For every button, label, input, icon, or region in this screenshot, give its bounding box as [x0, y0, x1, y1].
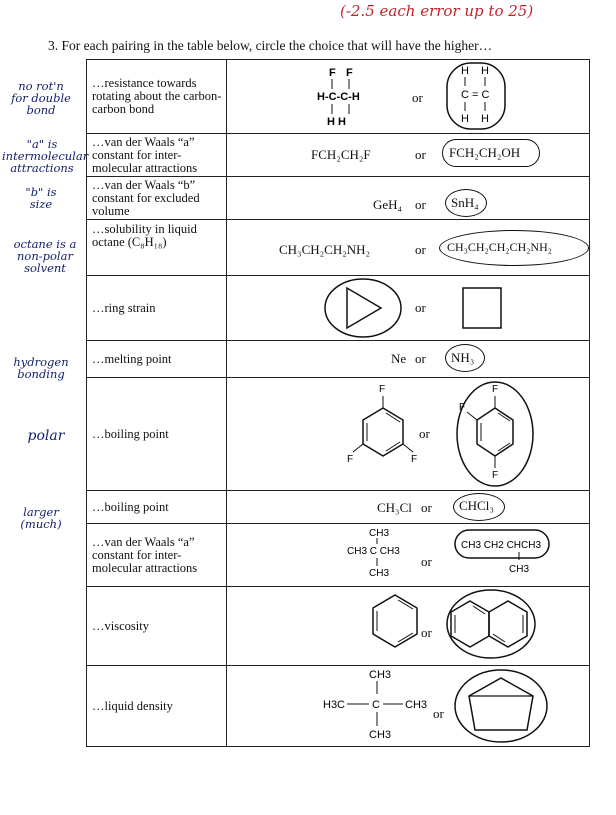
property-cell: …resistance towards rotating about the carbon-carbon bond: [87, 60, 227, 134]
svg-text:CH3: CH3: [369, 669, 392, 681]
svg-text:F: F: [492, 470, 499, 481]
choices-cell: [227, 666, 590, 747]
svg-text:C = C: C = C: [461, 89, 490, 101]
svg-text:CH3 CH2 CHCH3: CH3 CH2 CHCH3: [461, 540, 542, 551]
table-row: [87, 276, 590, 341]
margin-note-rotation: no rot'n for double bond: [11, 79, 71, 117]
choices-cell: [227, 378, 590, 491]
table-row: [87, 60, 590, 134]
choice-right[interactable]: CH₃CH₂CH₂CH₂NH₂: [447, 240, 552, 254]
property-cell: …van der Waals “a” constant for inter-molecular attractions: [87, 134, 227, 177]
table-row: [87, 378, 590, 491]
svg-text:H H: H H: [327, 116, 346, 128]
svg-text:H: H: [461, 113, 469, 125]
methylbutane-structure: [453, 524, 553, 586]
trifluorobenzene-asymmetric: [451, 378, 537, 490]
svg-text:CH3 C CH3: CH3 C CH3: [347, 546, 400, 557]
svg-text:F: F: [459, 402, 466, 413]
svg-text:H: H: [481, 65, 489, 77]
svg-text:F: F: [492, 384, 499, 395]
table-row: [87, 587, 590, 666]
fluoroethane-structure: [313, 62, 393, 132]
margin-note-b-constant: "b" is size: [25, 185, 57, 211]
choice-left[interactable]: CH₃Cl: [377, 500, 412, 515]
choices-cell: [227, 524, 590, 587]
svg-text:CH3: CH3: [405, 699, 427, 711]
tert-butyl-structure: [317, 666, 427, 746]
svg-text:H-C-C-H: H-C-C-H: [317, 91, 360, 103]
choices-cell: [227, 60, 590, 134]
svg-text:H: H: [481, 113, 489, 125]
cyclopropane-structure: [321, 276, 411, 340]
neopentane-structure: [347, 524, 427, 586]
or-label: or: [421, 500, 432, 515]
table-row: [87, 666, 590, 747]
choices-cell: [227, 341, 590, 378]
table-row: [87, 341, 590, 378]
ethene-structure: [443, 60, 513, 132]
svg-text:F: F: [329, 67, 336, 79]
svg-text:CH3: CH3: [369, 528, 390, 539]
or-label: or: [415, 147, 426, 162]
property-cell: …boiling point: [87, 491, 227, 524]
or-label: or: [421, 625, 432, 640]
choice-left[interactable]: CH₃CH₂CH₂NH₂: [279, 242, 371, 257]
property-cell: …ring strain: [87, 276, 227, 341]
margin-note-octane: octane is a non-polar solvent: [13, 237, 77, 275]
margin-note-hydrogen: hydrogen bonding: [13, 355, 69, 381]
choice-left[interactable]: Ne: [391, 351, 407, 366]
choice-left[interactable]: FCH₂CH₂F: [311, 147, 371, 162]
grader-note: (-2.5 each error up to 25): [340, 2, 534, 20]
svg-text:CH3: CH3: [369, 568, 390, 579]
or-label: or: [415, 300, 426, 315]
svg-text:F: F: [411, 454, 418, 465]
or-label: or: [433, 706, 444, 721]
table-row: [87, 524, 590, 587]
choice-right[interactable]: CHCl₃: [459, 498, 494, 513]
cyclobutane-structure: [457, 276, 507, 340]
benzene-structure: [367, 587, 427, 665]
property-cell: …solubility in liquid octane (C₈H₁₈): [87, 220, 227, 276]
svg-text:CH3: CH3: [369, 729, 392, 741]
property-cell: …boiling point: [87, 378, 227, 491]
svg-text:F: F: [346, 67, 353, 79]
comparison-table: [86, 59, 590, 747]
table-row: [87, 134, 590, 177]
choices-cell: [227, 587, 590, 666]
or-label: or: [419, 426, 430, 441]
choice-right[interactable]: SnH₄: [451, 195, 479, 210]
svg-text:F: F: [347, 454, 354, 465]
svg-text:H3C: H3C: [323, 699, 346, 711]
choices-cell: [227, 220, 590, 276]
choice-right[interactable]: FCH₂CH₂OH: [449, 145, 521, 160]
question-prompt: 3. For each pairing in the table below, circle the choice that will have the higher…: [48, 38, 493, 53]
naphthalene-structure: [443, 587, 543, 665]
property-cell: …liquid density: [87, 666, 227, 747]
property-cell: …melting point: [87, 341, 227, 378]
table-row: [87, 491, 590, 524]
table-row: [87, 177, 590, 220]
property-cell: …van der Waals “b” constant for excluded volume: [87, 177, 227, 220]
svg-text:C: C: [372, 699, 380, 711]
choices-cell: [227, 177, 590, 220]
or-label: or: [415, 242, 426, 257]
or-label: or: [421, 554, 432, 569]
or-label: or: [415, 197, 426, 212]
or-label: or: [412, 90, 423, 105]
table-row: [87, 220, 590, 276]
or-label: or: [415, 351, 426, 366]
property-cell: …viscosity: [87, 587, 227, 666]
property-cell: …van der Waals “a” constant for inter-molecular attractions: [87, 524, 227, 587]
svg-text:CH3: CH3: [509, 564, 530, 575]
choices-cell: [227, 276, 590, 341]
choice-right[interactable]: NH₃: [451, 350, 475, 365]
norbornane-structure: [451, 666, 551, 746]
choices-cell: [227, 491, 590, 524]
svg-text:H: H: [461, 65, 469, 77]
svg-text:F: F: [379, 384, 386, 395]
choices-cell: [227, 134, 590, 177]
margin-note-larger: larger (much): [20, 505, 62, 531]
trifluorobenzene-symmetric: [347, 378, 427, 488]
margin-note-a-constant: "a" is intermolecular attractions: [2, 137, 89, 175]
choice-left[interactable]: GeH₄: [373, 197, 403, 212]
margin-note-polar: polar: [27, 428, 65, 444]
